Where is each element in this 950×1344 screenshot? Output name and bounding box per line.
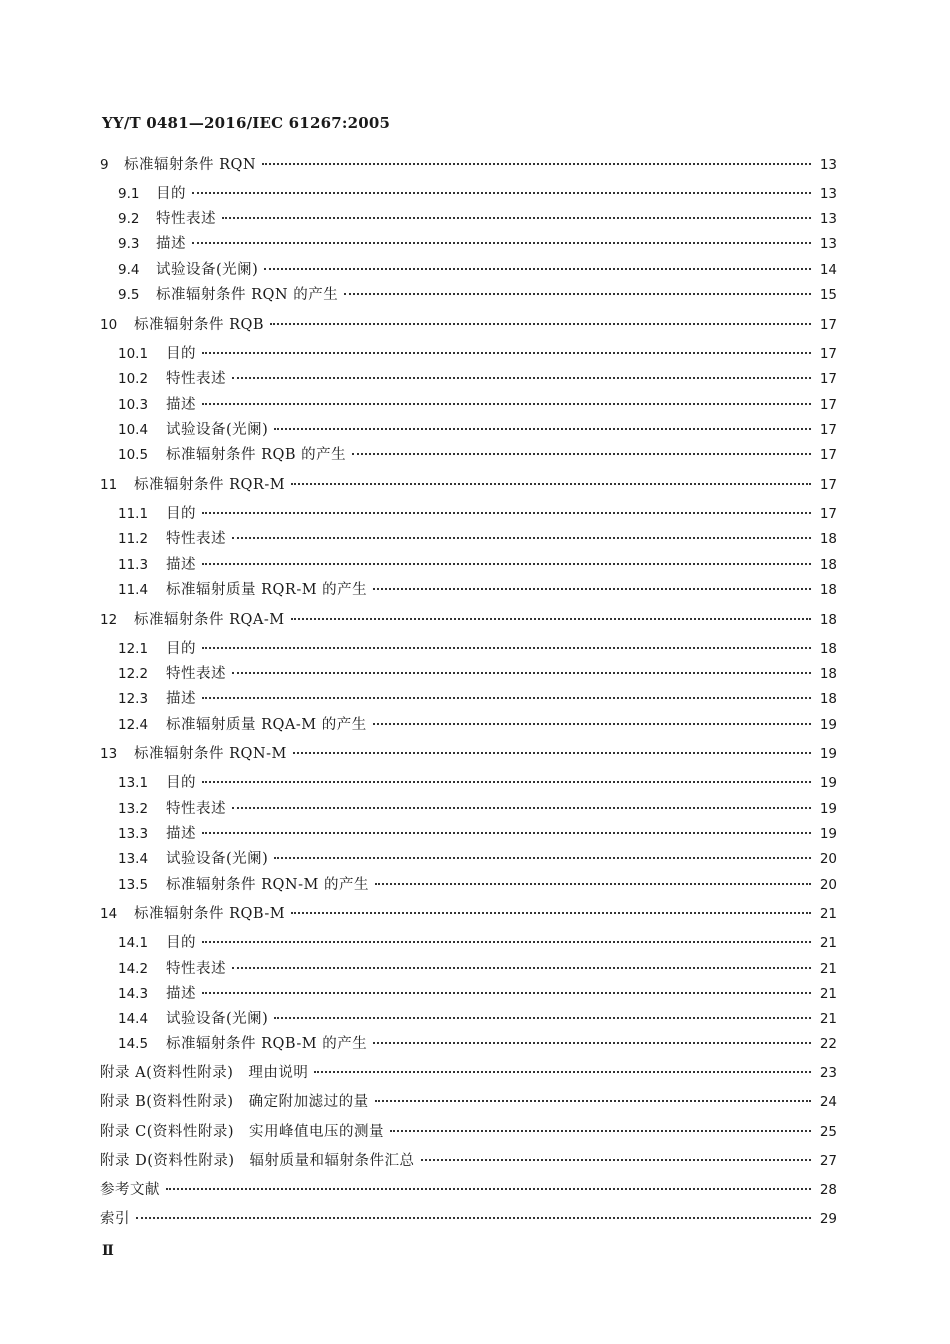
dot-leader [232,377,811,379]
dot-leader [136,1217,811,1219]
dot-leader [202,941,811,943]
toc-entry-title: 标准辐射条件 RQA-M [134,612,285,628]
toc-entry-page: 15 [819,287,837,303]
toc-entry-number: 14.4 [118,1011,149,1027]
toc-entry-page: 17 [819,371,837,387]
dot-leader [262,163,811,165]
standard-header: YY/T 0481—2016/IEC 61267:2005 [102,114,391,132]
toc-entry-number: 14.1 [118,935,149,951]
toc-entry-page: 18 [819,666,837,682]
toc-entry-title: 描述 [166,397,196,413]
toc-entry-number: 13 [100,746,118,762]
toc-entry-number: 12.1 [118,641,149,657]
toc-entry-number: 14.3 [118,986,149,1002]
toc-entry-page: 13 [819,157,837,173]
toc-entry-title: 描述 [166,986,196,1002]
toc-entry-12-3[interactable] [118,690,837,708]
toc-entry-number: 12.3 [118,691,149,707]
toc-entry-annex-a[interactable] [100,1064,837,1082]
dot-leader [222,217,811,219]
dot-leader [202,697,811,699]
toc-entry-12-4[interactable] [118,716,837,734]
toc-entry-14-4[interactable] [118,1010,837,1028]
toc-entry-number: 10.3 [118,397,149,413]
toc-entry-title: 试验设备(光阑) [166,1011,269,1027]
toc-entry-number: 11.3 [118,557,149,573]
toc-entry-11-2[interactable] [118,530,837,548]
toc-entry-11-4[interactable] [118,581,837,599]
toc-entry-title: 描述 [166,691,196,707]
toc-entry-title: 标准辐射条件 RQN-M 的产生 [166,877,369,893]
dot-leader [375,883,811,885]
dot-leader [270,323,811,325]
dot-leader [232,537,811,539]
toc-entry-page: 13 [819,211,837,227]
toc-entry-page: 19 [819,826,837,842]
dot-leader [373,588,811,590]
toc-entry-page: 21 [819,935,837,951]
toc-entry-10[interactable] [100,316,837,334]
toc-entry-number: 14 [100,906,118,922]
toc-entry-title: 描述 [166,826,196,842]
page-number: Ⅱ [102,1243,113,1259]
toc-entry-12-2[interactable] [118,665,837,683]
toc-entry-page: 28 [819,1182,837,1198]
toc-entry-page: 20 [819,877,837,893]
toc-entry-page: 29 [819,1211,837,1227]
toc-entry-title: 标准辐射条件 RQN 的产生 [156,287,339,303]
toc-entry-title: 目的 [166,935,196,951]
toc-entry-13-5[interactable] [118,876,837,894]
dot-leader [344,293,811,295]
toc-entry-title: 标准辐射条件 RQB [134,317,265,333]
toc-entry-number: 10.5 [118,447,149,463]
toc-entry-page: 21 [819,961,837,977]
dot-leader [202,403,811,405]
toc-entry-14-3[interactable] [118,985,837,1003]
toc-entry-page: 21 [819,986,837,1002]
dot-leader [232,672,811,674]
dot-leader [291,618,811,620]
toc-entry-number: 11 [100,477,118,493]
toc-entry-14-5[interactable] [118,1035,837,1053]
toc-entry-title: 参考文献 [100,1182,160,1198]
toc-entry-12-1[interactable] [118,640,837,658]
dot-leader [202,781,811,783]
toc-entry-page: 13 [819,186,837,202]
toc-entry-page: 23 [819,1065,837,1081]
toc-entry-number: 10.2 [118,371,149,387]
toc-entry-14[interactable] [100,905,837,923]
toc-entry-title: 附录 D(资料性附录) 辐射质量和辐射条件汇总 [100,1153,415,1169]
toc-entry-13-3[interactable] [118,825,837,843]
toc-entry-number: 9.5 [118,287,140,303]
toc-entry-9-3[interactable] [118,235,837,253]
toc-entry-page: 20 [819,851,837,867]
toc-entry-title: 描述 [166,557,196,573]
toc-entry-number: 10 [100,317,118,333]
toc-entry-number: 9.2 [118,211,140,227]
toc-entry-page: 25 [819,1124,837,1140]
dot-leader [373,723,811,725]
toc-entry-10-3[interactable] [118,396,837,414]
toc-entry-title: 目的 [166,775,196,791]
toc-entry-10-5[interactable] [118,446,837,464]
dot-leader [293,752,811,754]
toc-entry-title: 标准辐射条件 RQB-M 的产生 [166,1036,368,1052]
toc-entry-page: 17 [819,317,837,333]
dot-leader [375,1100,811,1102]
dot-leader [421,1159,811,1161]
toc-entry-page: 13 [819,236,837,252]
toc-entry-number: 11.4 [118,582,149,598]
toc-entry-page: 18 [819,612,837,628]
toc-entry-number: 9.3 [118,236,140,252]
dot-leader [291,483,811,485]
toc-entry-title: 特性表述 [166,531,226,547]
toc-entry-page: 18 [819,641,837,657]
toc-entry-number: 13.3 [118,826,149,842]
toc-entry-number: 13.1 [118,775,149,791]
toc-entry-page: 19 [819,717,837,733]
toc-entry-title: 标准辐射质量 RQA-M 的产生 [166,717,367,733]
toc-entry-title: 标准辐射条件 RQR-M [134,477,286,493]
dot-leader [192,242,811,244]
toc-entry-number: 10.4 [118,422,149,438]
dot-leader [274,1017,811,1019]
dot-leader [274,857,811,859]
toc-entry-page: 21 [819,1011,837,1027]
dot-leader [373,1042,811,1044]
toc-entry-page: 14 [819,262,837,278]
toc-entry-9-4[interactable] [118,261,837,279]
dot-leader [166,1188,811,1190]
toc-entry-title: 试验设备(光阑) [156,262,259,278]
toc-entry-title: 目的 [166,641,196,657]
toc-entry-title: 试验设备(光阑) [166,851,269,867]
toc-entry-title: 特性表述 [166,961,226,977]
dot-leader [202,352,811,354]
toc-entry-9-1[interactable] [118,185,837,203]
toc-entry-title: 目的 [166,506,196,522]
toc-entry-title: 标准辐射条件 RQB-M [134,906,286,922]
toc-entry-number: 9.1 [118,186,140,202]
toc-entry-13-4[interactable] [118,850,837,868]
toc-entry-page: 18 [819,531,837,547]
dot-leader [202,647,811,649]
dot-leader [202,563,811,565]
toc-entry-11-1[interactable] [118,505,837,523]
toc-entry-page: 17 [819,447,837,463]
dot-leader [232,967,811,969]
toc-entry-number: 12.4 [118,717,149,733]
toc-entry-9-5[interactable] [118,286,837,304]
toc-entry-page: 17 [819,477,837,493]
toc-entry-number: 11.1 [118,506,149,522]
toc-entry-title: 标准辐射条件 RQN-M [134,746,287,762]
toc-entry-11[interactable] [100,476,837,494]
toc-entry-page: 19 [819,746,837,762]
dot-leader [352,453,811,455]
dot-leader [390,1130,811,1132]
toc-entry-title: 标准辐射质量 RQR-M 的产生 [166,582,368,598]
toc-entry-10-2[interactable] [118,370,837,388]
toc-entry-title: 描述 [156,236,186,252]
toc-entry-number: 9.4 [118,262,140,278]
dot-leader [202,832,811,834]
toc-entry-page: 19 [819,801,837,817]
toc-entry-title: 附录 B(资料性附录) 确定附加滤过的量 [100,1094,369,1110]
toc-entry-9[interactable] [100,156,837,174]
dot-leader [192,192,811,194]
dot-leader [274,428,811,430]
toc-entry-title: 标准辐射条件 RQB 的产生 [166,447,347,463]
toc-entry-page: 18 [819,691,837,707]
toc-entry-number: 13.2 [118,801,149,817]
dot-leader [314,1071,811,1073]
toc-entry-annex-d[interactable] [100,1152,837,1170]
dot-leader [202,992,811,994]
toc-entry-page: 18 [819,557,837,573]
toc-entry-page: 19 [819,775,837,791]
toc-entry-number: 10.1 [118,346,149,362]
toc-entry-title: 附录 A(资料性附录) 理由说明 [100,1065,309,1081]
toc-entry-page: 17 [819,346,837,362]
toc-entry-page: 17 [819,422,837,438]
dot-leader [264,268,811,270]
toc-entry-title: 标准辐射条件 RQN [124,157,257,173]
toc-entry-title: 特性表述 [166,801,226,817]
toc-entry-page: 21 [819,906,837,922]
toc-entry-title: 目的 [156,186,186,202]
toc-entry-title: 目的 [166,346,196,362]
toc-entry-page: 17 [819,397,837,413]
toc-entry-14-1[interactable] [118,934,837,952]
toc-entry-title: 试验设备(光阑) [166,422,269,438]
toc-entry-annex-b[interactable] [100,1093,837,1111]
toc-entry-number: 12.2 [118,666,149,682]
dot-leader [232,807,811,809]
toc-entry-page: 24 [819,1094,837,1110]
toc-entry-13[interactable] [100,745,837,763]
toc-entry-page: 17 [819,506,837,522]
toc-entry-14-2[interactable] [118,960,837,978]
toc-entry-index[interactable] [100,1210,837,1228]
toc-entry-annex-c[interactable] [100,1123,837,1141]
toc-entry-number: 9 [100,157,109,173]
toc-entry-13-2[interactable] [118,800,837,818]
toc-entry-bibliography[interactable] [100,1181,837,1199]
dot-leader [291,912,811,914]
toc-entry-number: 13.4 [118,851,149,867]
toc-entry-11-3[interactable] [118,556,837,574]
toc-entry-title: 索引 [100,1211,130,1227]
toc-entry-page: 18 [819,582,837,598]
toc-entry-number: 12 [100,612,118,628]
toc-entry-page: 27 [819,1153,837,1169]
toc-entry-10-4[interactable] [118,421,837,439]
toc-entry-number: 14.5 [118,1036,149,1052]
toc-entry-page: 22 [819,1036,837,1052]
toc-entry-title: 特性表述 [156,211,216,227]
toc-entry-title: 附录 C(资料性附录) 实用峰值电压的测量 [100,1124,385,1140]
toc-entry-number: 13.5 [118,877,149,893]
toc-entry-12[interactable] [100,611,837,629]
toc-entry-number: 11.2 [118,531,149,547]
toc-entry-10-1[interactable] [118,345,837,363]
toc-entry-number: 14.2 [118,961,149,977]
toc-entry-title: 特性表述 [166,666,226,682]
dot-leader [202,512,811,514]
toc-entry-9-2[interactable] [118,210,837,228]
toc-entry-13-1[interactable] [118,774,837,792]
toc-entry-title: 特性表述 [166,371,226,387]
